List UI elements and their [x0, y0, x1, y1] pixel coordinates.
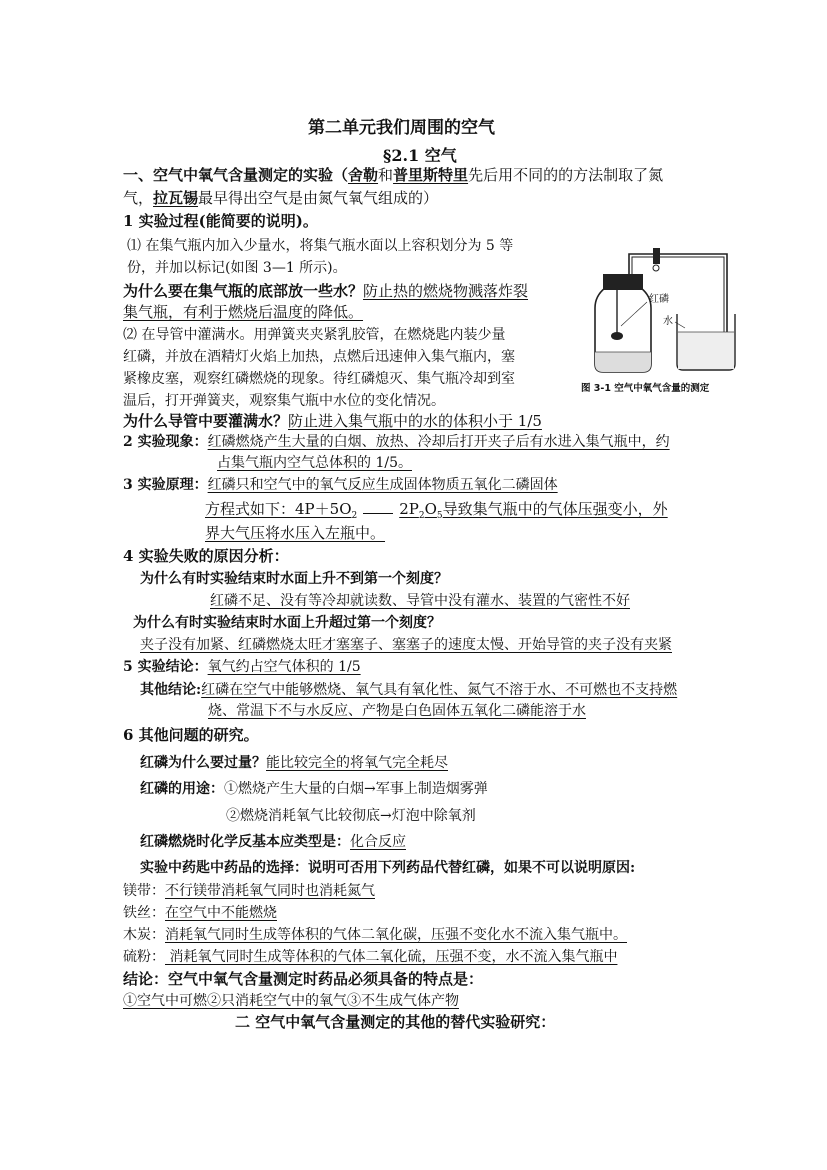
other-conclusion-line1 [140, 679, 677, 699]
failure-answer1: 红磷不足、没有等冷却就读数、导管中没有灌水、装置的气密性不好 [210, 593, 630, 609]
equation-arrow-blank [363, 503, 393, 514]
part3-line1 [123, 474, 558, 494]
charcoal-label: 木炭： [123, 927, 165, 943]
other-conclusion-a: 红磷在空气中能够燃烧、氧气具有氧化性、氮气不溶于水、不可燃也不支持燃 [201, 682, 678, 698]
conclusion-main: 氧气约占空气体积的 1/5 [207, 659, 361, 675]
iron-line [123, 902, 277, 922]
step2-line3: 紧橡皮塞，观察红磷燃烧的现象。待红磷熄灭、集气瓶冷却到室 [123, 371, 515, 387]
question2: 为什么导管中要灌满水？ [123, 412, 289, 430]
step2-line1: ⑵ 在导管中灌满水。用弹簧夹夹紧乳胶管，在燃烧匙内装少量 [123, 327, 506, 343]
iron-answer: 在空气中不能燃烧 [165, 905, 277, 921]
reagent-conclusion-label: 结论：空气中氧气含量测定时药品必须具备的特点是： [123, 970, 484, 988]
part2-heading: 2 实验现象： [123, 434, 208, 450]
charcoal-line [123, 924, 627, 944]
equation-right-p: 2P [399, 500, 419, 518]
excess-answer: 能比较完全的将氧气完全耗尽 [266, 755, 448, 771]
section1-line2-b: 最早得出空气是由氮气氧气组成的） [198, 189, 439, 207]
magnesium-label: 镁带： [123, 883, 165, 899]
answer1-a: 防止热的燃烧物溅落炸裂 [363, 282, 529, 300]
reaction-type-line [140, 831, 406, 851]
answer2: 防止进入集气瓶中的水的体积小于 1/5 [288, 412, 542, 430]
part5-line [123, 656, 361, 676]
label-red-phosphorus: 红磷 [649, 294, 669, 305]
scientist-lavoisier: 拉瓦锡 [153, 189, 199, 207]
use-line1 [140, 778, 488, 798]
scientist-scheele: 舍勒 [348, 166, 379, 184]
use-label: 红磷的用途： [140, 781, 224, 797]
other-conclusion-label: 其他结论: [140, 682, 202, 698]
question2-line [123, 410, 542, 431]
sulfur-label: 硫粉： [123, 949, 165, 965]
failure-question2: 为什么有时实验结束时水面上升超过第一个刻度？ [133, 615, 441, 631]
section1-line2-a: 气， [123, 189, 154, 207]
sulfur-line [123, 946, 617, 966]
equation-tail: 导致集气瓶中的气体压强变小，外 [442, 500, 668, 518]
failure-answer2: 夹子没有加紧、红磷燃烧太旺才塞塞子、塞塞子的速度太慢、开始导管的夹子没有夹紧 [140, 637, 672, 653]
principle-line3: 界大气压将水压入左瓶中。 [205, 524, 386, 542]
reagent-conclusion: ①空气中可燃②只消耗空气中的氧气③不生成气体产物 [123, 993, 459, 1009]
part3-heading: 3 实验原理： [123, 477, 208, 493]
reaction-type-label: 红磷燃烧时化学反基本应类型是： [140, 834, 350, 850]
section1-rest: 先后用不同的的方法制取了氮 [468, 166, 664, 184]
iron-label: 铁丝： [123, 905, 165, 921]
section1-line2 [123, 187, 438, 208]
reagent-choice-question: 实验中药匙中药品的选择：说明可否用下列药品代替红磷，如果不可以说明原因: [140, 860, 636, 876]
part1-heading: 1 实验过程(能简要的说明)。 [123, 212, 318, 230]
step2-line2: 红磷，并放在酒精灯火焰上加热，点燃后迅速伸入集气瓶内，塞 [123, 349, 515, 365]
question1-line [123, 280, 528, 301]
failure-question1: 为什么有时实验结束时水面上升不到第一个刻度？ [140, 571, 448, 587]
equation-right-o: O [424, 500, 437, 518]
section2-heading: 二 空气中氧气含量测定的其他的替代实验研究： [235, 1013, 556, 1031]
equation-line [205, 498, 668, 521]
part4-heading: 4 实验失败的原因分析： [123, 547, 289, 565]
equation-left-text: 4P＋5O [295, 500, 352, 518]
excess-question: 红磷为什么要过量？ [140, 755, 266, 771]
magnesium-line [123, 880, 375, 900]
part5-heading: 5 实验结论： [123, 659, 208, 675]
part6-heading: 6 其他问题的研究。 [123, 726, 259, 744]
label-water: 水 [663, 316, 673, 327]
section1-and: 和 [378, 166, 394, 184]
apparatus-figure [577, 226, 737, 398]
equation-left-sub: 2 [351, 511, 358, 521]
excess-line [140, 752, 448, 772]
use-2: ②燃烧消耗氧气比较彻底→灯泡中除氧剂 [226, 808, 476, 824]
equation-right [399, 500, 443, 521]
step1-line2: 份，并加以标记(如图 3—1 所示)。 [127, 260, 347, 276]
scientist-priestley: 普里斯特里 [393, 166, 469, 184]
use-1: ①燃烧产生大量的白烟→军事上制造烟雾弹 [224, 781, 488, 797]
part2-line1 [123, 431, 670, 451]
question1: 为什么要在集气瓶的底部放一些水？ [123, 282, 364, 300]
phenomenon-line1: 红磷燃烧产生大量的白烟、放热、冷却后打开夹子后有水进入集气瓶中，约 [207, 434, 670, 450]
step2-line4: 温后，打开弹簧夹，观察集气瓶中水位的变化情况。 [123, 393, 445, 409]
equation-right-sub1: 2 [418, 511, 425, 521]
section1-heading: 一、空气中氧气含量测定的实验（ [123, 166, 349, 184]
apparatus-diagram [577, 226, 737, 398]
other-conclusion-b: 烧、常温下不与水反应、产物是白色固体五氧化二磷能溶于水 [208, 703, 586, 719]
section-subtitle: §2.1 空气 [383, 146, 457, 165]
phenomenon-line2: 占集气瓶内空气总体积的 1/5。 [217, 455, 412, 471]
charcoal-answer: 消耗氧气同时生成等体积的气体二氧化碳，压强不变化水不流入集气瓶中。 [165, 927, 627, 943]
section1-line1 [123, 164, 663, 185]
figure-caption: 图 3-1 空气中氧气含量的测定 [581, 383, 710, 394]
reaction-type-value: 化合反应 [350, 834, 406, 850]
equation-right-sub2: 5 [436, 511, 443, 521]
equation-left [295, 500, 358, 521]
magnesium-answer: 不行镁带消耗氧气同时也消耗氮气 [165, 883, 375, 899]
sulfur-answer: 消耗氧气同时生成等体积的气体二氧化硫，压强不变，水不流入集气瓶中 [165, 949, 618, 965]
step1-line1: ⑴ 在集气瓶内加入少量水，将集气瓶水面以上容积划分为 5 等 [127, 238, 514, 254]
answer1-b: 集气瓶，有利于燃烧后温度的降低。 [123, 303, 364, 321]
equation-prefix: 方程式如下： [205, 500, 296, 518]
principle-line1: 红磷只和空气中的氧气反应生成固体物质五氧化二磷固体 [207, 477, 558, 493]
page-title: 第二单元我们周围的空气 [308, 118, 495, 138]
